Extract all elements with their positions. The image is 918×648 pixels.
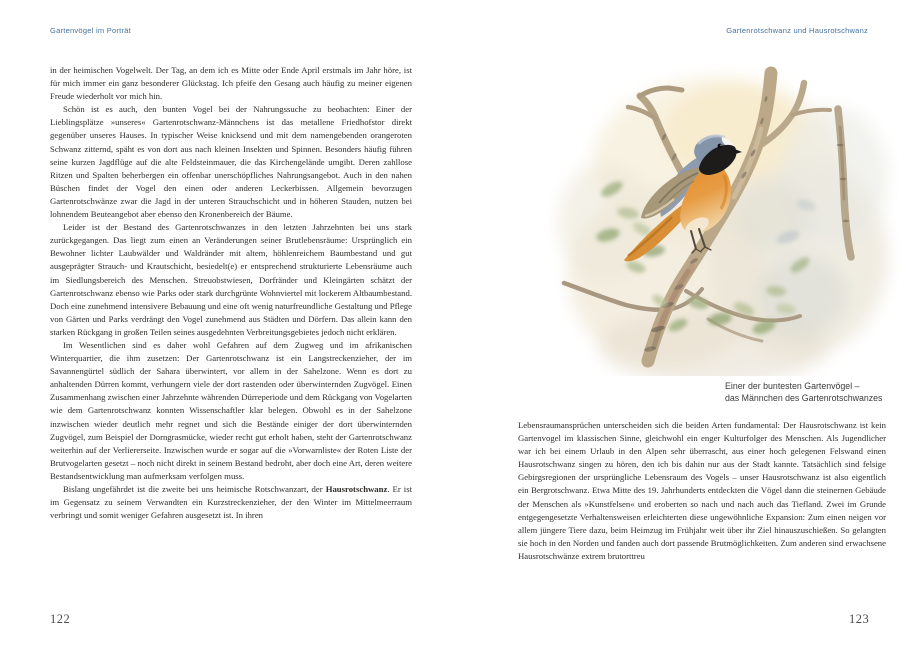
running-head-left: Gartenvögel im Porträt [50,26,131,35]
left-page-text-column [50,64,412,616]
right-page-text-column [518,419,886,605]
paragraph-text: . Er ist im Gegensatz zu seinem Verwandten ein Kurzstreckenzieher, der den Winter im Mittelmeerraum verbringt und somit weniger Gefahren ausgesetzt ist. In ihren [50,484,412,521]
page-number-right: 123 [849,612,870,626]
caption-line-2: das Männchen des Gartenrotschwanzes [725,392,883,403]
redstart-illustration [548,56,904,376]
caption-line-1: Einer der buntesten Gartenvögel – [725,381,860,391]
bold-species-term: Hausrotschwanz [325,484,388,494]
paragraph [50,483,412,522]
paragraph-text: Bislang ungefährdet ist die zweite bei uns heimische Rotschwanzart, der [63,484,326,494]
illustration-caption [725,381,882,404]
paragraph-continuation: Lebensraumansprüchen unterscheiden sich die beiden Arten fundamental: Der Hausrotschwanz ist kein Gartenvogel im klassischen Sinne, gleichwohl ein enger Kulturfolger des Menschen. Als Jugendlicher war ich bei einem Urlaub in den Alpen sehr überrascht, aus einer hoch gelegenen Felswand einen Hausrotschwanz singen zu hören, den ich bis dahin nur aus der Stadt kannte. Tatsächlich sind felsige Gebirgsregionen der ursprüngliche Lebensraum des Vogels – unser Hausrotschwanz ist also eigentlich ein Bergrotschwanz. Etwa Mitte des 19. Jahrhunderts entdeckten die Vögel dann die steinernen Gebäude der Menschen als »Kunstfelsen« und eroberten so nach und nach auch das Tiefland. Zwei im Grunde entgegengesetzte Verhaltensweisen erleichterten diese ungewöhnliche Expansion: Zum einen neigen vor allem jüngere Tiere dazu, beim Heimzug im Frühjahr weit über ihr Ziel hinauszuschießen. So gelangten sie hoch in den Norden und fanden auch dort passende Brutmöglichkeiten. Zum anderen sind erwachsene Hausrotschwänze extrem brutorttreu [518,420,886,561]
paragraph: Im Wesentlichen sind es daher wohl Gefahren auf dem Zugweg und im afrikanischen Winterquartier, die ihm zusetzen: Der Gartenrotschwanz ist ein Langstreckenzieher, der im Savannengürtel südlich der Sahara überwintert, vor allem in der Sahelzone. Wenn es dort zu anhaltenden Dürren kommt, verhungern viele der dort rastenden oder überwinternden Zugvögel. Einen Zusammenhang zwischen einer Jahrzehnte währenden Dürreperiode und dem Rückgang von Vogelarten wie dem Gartenrotschwanz konnten Wissenschaftler klar belegen. Obwohl es in der Sahelzone inzwischen wieder deutlich mehr regnet und sich die Bestände einiger der dort überwinternden Zugvögel, zum Beispiel der Dorngrasmücke, wieder recht gut erholt haben, steht der Gartenrotschwanz weiterhin auf der Verliererseite. Inzwischen wurde er sogar auf die »Vorwarnliste« der Roten Liste der Brutvogelarten gesetzt – noch nicht direkt in seinem Bestand bedroht, aber doch eine Art, deren weitere Bestandsentwicklung man aufmerksam verfolgen muss. [50,339,412,481]
paragraph: Schön ist es auch, den bunten Vogel bei der Nahrungssuche zu beobachten: Einer der Lieblingsplätze »unseres« Gartenrotschwanz-Männchens ist das metallene Friedhofstor direkt gegenüber unseres Hauses. In typischer Weise knicksend und mit dem namengebenden orangeroten Schwanz zitternd, späht es von dort aus nach kleinen Insekten und Spinnen. Besonders häufig führen seine kurzen Jagdflüge auf die alte Feldsteinmauer, die das Kirchengelände umgibt. Deren zahllose Ritzen und Spalten beherbergen ein offenbar unerschöpfliches Nahrungsangebot. Auch in den nahen Büschen findet der Vogel den einen oder anderen Leckerbissen. Allgemein bevorzugen Gartenrotschwänze zwar die Jagd in der unteren Strauchschicht und in höheren Stauden, nutzen bei lohnendem Beuteangebot aber ebenso den Kronenbereich der Bäume. [50,104,412,220]
page-number-left: 122 [50,612,71,626]
paragraph: Leider ist der Bestand des Gartenrotschwanzes in den letzten Jahrzehnten bei uns stark zurückgegangen. Das liegt zum einen an Veränderungen seiner Brutlebensräume: Ursprünglich ein Bewohner lichter Laubwälder und Waldränder mit altem, höhlenreichem Baumbestand und gut ausgeprägter Strauch- und Krautschicht, besiedelt(e) er entsprechend strukturierte Lebensräume auch im Siedlungsbereich des Menschen. Streuobstwiesen, Dorfränder und Kleingärten schätzt der Gartenrotschwanz ebenso wie Parks oder stark durchgrünte Wohnviertel mit lockerem Altbaumbestand. Doch eine zunehmend intensivere Bebauung und eine oft wenig naturfreundliche Gestaltung und Pflege von Gärten und Parks verdrängt den Vogel zunehmend aus Städten und Dörfern. Das allein kann den starken Rückgang in großen Teilen seines ausgedehnten Verbreitungsgebietes jedoch nicht erklären. [50,222,412,337]
paragraph-continuation: in der heimischen Vogelwelt. Der Tag, an dem ich es Mitte oder Ende April erstmals im Jahr höre, ist für mich immer ein ganz besonderer Glückstag. Ich pfeife den Gesang auch häufig zu meiner eigenen Freude wiederholt vor mich hin. [50,65,412,102]
running-head-right: Gartenrotschwanz und Hausrotschwanz [726,26,868,35]
